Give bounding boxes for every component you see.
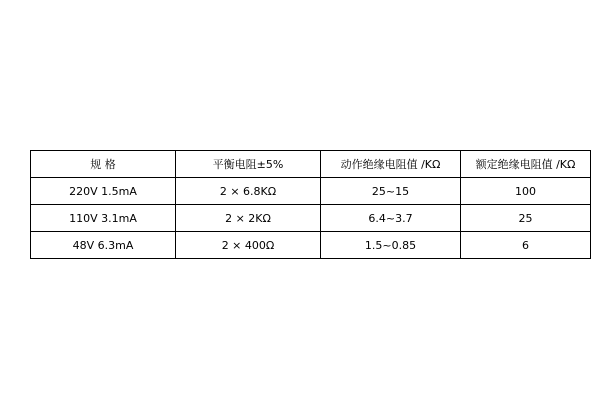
table-cell: 110V 3.1mA: [31, 205, 176, 232]
table-cell: 1.5~0.85: [321, 232, 461, 259]
table-header-cell: 平衡电阻±5%: [176, 151, 321, 178]
table-cell: 220V 1.5mA: [31, 178, 176, 205]
table-header-row: [31, 151, 591, 178]
table-cell: 6: [461, 232, 591, 259]
table-cell: 6.4~3.7: [321, 205, 461, 232]
table-header-cell: 规 格: [31, 151, 176, 178]
table-row: [31, 205, 591, 232]
table-cell: 25: [461, 205, 591, 232]
table-row: [31, 232, 591, 259]
table-cell: 25~15: [321, 178, 461, 205]
table-cell: 2 × 400Ω: [176, 232, 321, 259]
table-cell: 2 × 2KΩ: [176, 205, 321, 232]
table-cell: 2 × 6.8KΩ: [176, 178, 321, 205]
specification-table: [30, 150, 591, 259]
table-row: [31, 178, 591, 205]
table-cell: 100: [461, 178, 591, 205]
table-header-cell: 额定绝缘电阻值 /KΩ: [461, 151, 591, 178]
table-header-cell: 动作绝缘电阻值 /KΩ: [321, 151, 461, 178]
table-cell: 48V 6.3mA: [31, 232, 176, 259]
